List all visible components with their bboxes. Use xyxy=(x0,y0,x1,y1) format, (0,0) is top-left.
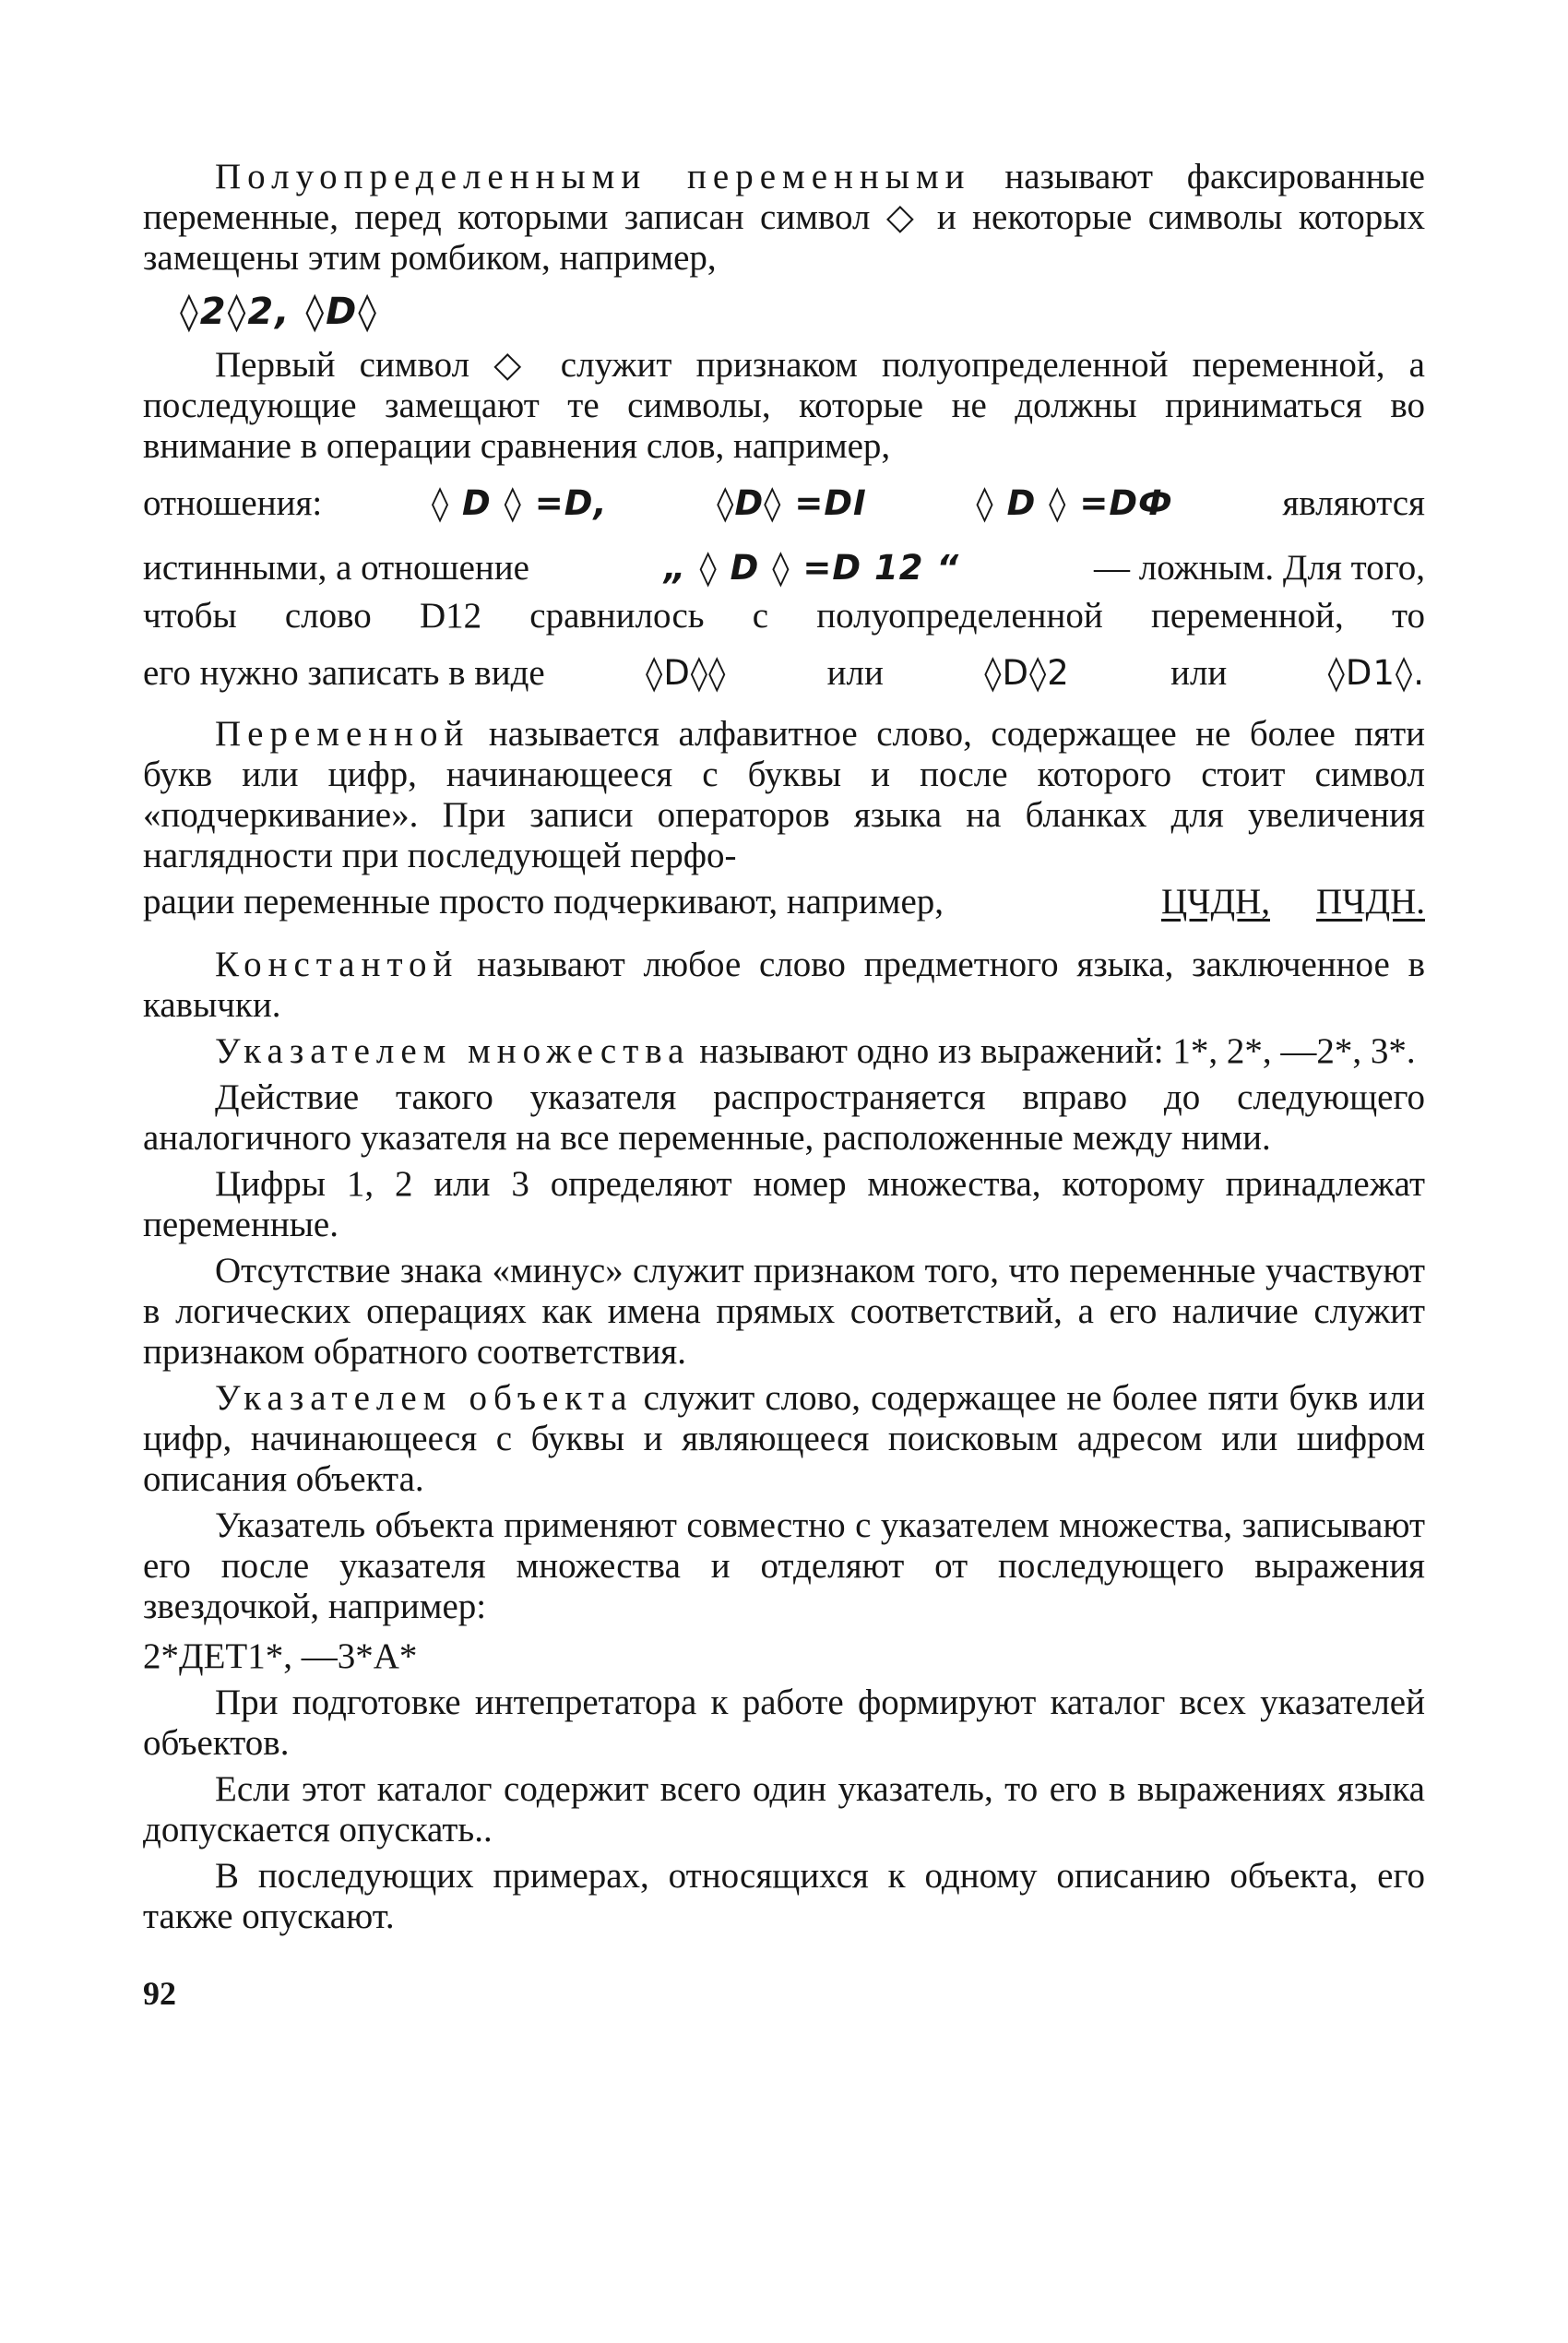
relations-tail: являются xyxy=(1282,483,1425,523)
paragraph-variable-last-line xyxy=(143,876,1425,928)
paragraph-text: называют одно из выражений: 1*, 2*, —2*, 3*. xyxy=(690,1031,1416,1071)
relations-lead: истинными, а отношение xyxy=(143,548,529,588)
example-semidefined-variables: ◊2◊2, ◊D◊ xyxy=(180,291,379,333)
form-2: ◊D◊2 xyxy=(984,653,1070,693)
relations-line-3 xyxy=(143,646,1425,701)
paragraph-variable xyxy=(143,714,1425,876)
term-variable: Переменной xyxy=(215,714,470,754)
underlined-examples xyxy=(1161,876,1425,928)
paragraph-text: рации переменные просто подчеркивают, например, xyxy=(143,882,944,922)
page-number: 92 xyxy=(143,1975,176,2012)
relation-3: ◊ D ◊ =DФ xyxy=(976,483,1173,523)
relation-1: ◊ D ◊ =D, xyxy=(431,483,608,523)
book-page xyxy=(143,157,1425,2214)
paragraph-object-pointer-usage: Указатель объекта применяют совместно с указателем множества, записывают его после указателя множества и отделяют от последующего выражения звездочкой, например: xyxy=(143,1505,1425,1626)
form-3: ◊D1◊. xyxy=(1327,653,1425,693)
paragraph-following-examples: В последующих примерах, относящихся к одному описанию объекта, его также опускают. xyxy=(143,1856,1425,1936)
paragraph-set-pointer xyxy=(143,1031,1425,1072)
relations-lead: его нужно записать в виде xyxy=(143,653,545,693)
paragraph-single-pointer: Если этот каталог содержит всего один указатель, то его в выражениях языка допускается опускать.. xyxy=(143,1769,1425,1849)
example-variable-1: ЦЧДН, xyxy=(1160,882,1270,922)
paragraph-text: называется алфавитное слово, содержащее не более пяти букв или цифр, начинающееся с буквы и после которого стоит символ «подчеркивание». При записи операторов языка на бланках для увеличения наглядности при последующей перфо- xyxy=(143,714,1425,875)
paragraph-text: называют факсированные переменные, перед которыми записан символ ◇ и некоторые символы которых замещены этим ромбиком, например, xyxy=(143,157,1425,278)
paragraph-semidefined-variables xyxy=(143,157,1425,279)
relations-line-2 xyxy=(143,541,1425,596)
paragraph-continuation: чтобы слово D12 сравнилось с полуопределенной переменной, то xyxy=(143,596,1425,636)
term-set-pointer: Указателем множества xyxy=(215,1031,691,1071)
relations-lead: отношения: xyxy=(143,483,323,523)
paragraph-digits: Цифры 1, 2 или 3 определяют номер множества, которому принадлежат переменные. xyxy=(143,1164,1425,1244)
term-constant: Константой xyxy=(215,945,459,984)
relations-tail: — ложным. Для того, xyxy=(1093,548,1425,588)
relation-false: „ ◊ D ◊ =D 12 “ xyxy=(663,548,960,588)
paragraph-object-pointer xyxy=(143,1378,1425,1500)
paragraph-first-symbol: Первый символ ◇ служит признаком полуопределенной переменной, а последующие замещают те символы, которые не должны приниматься во внимание в операции сравнения слов, например, xyxy=(143,345,1425,466)
form-1: ◊D◊◊ xyxy=(646,653,727,693)
example-variable-2: ПЧДН. xyxy=(1315,882,1425,922)
relations-line-1 xyxy=(143,476,1425,531)
paragraph-pointer-action: Действие такого указателя распространяется вправо до следующего аналогичного указателя на все переменные, расположенные между ними. xyxy=(143,1077,1425,1158)
or-word: или xyxy=(826,653,884,693)
relation-2: ◊D◊ =DI xyxy=(717,483,867,523)
paragraph-text: называют любое слово предметного языка, заключенное в кавычки. xyxy=(143,945,1425,1025)
term-object-pointer: Указателем объекта xyxy=(215,1378,634,1418)
paragraph-catalog: При подготовке интепретатора к работе формируют каталог всех указателей объектов. xyxy=(143,1683,1425,1763)
paragraph-constant xyxy=(143,945,1425,1026)
term-semidefined-variables: Полуопределенными переменными xyxy=(215,157,971,196)
or-word: или xyxy=(1170,653,1228,693)
paragraph-minus-sign: Отсутствие знака «минус» служит признаком того, что переменные участвуют в логических операциях как имена прямых соответствий, а его наличие служит признаком обратного соответствия. xyxy=(143,1251,1425,1372)
example-object-pointer: 2*ДЕТ1*, —3*А* xyxy=(143,1636,418,1676)
paragraph-text: служит слово, содержащее не более пяти букв или цифр, начинающееся с буквы и являющееся поисковым адресом или шифром описания объекта. xyxy=(143,1378,1425,1499)
